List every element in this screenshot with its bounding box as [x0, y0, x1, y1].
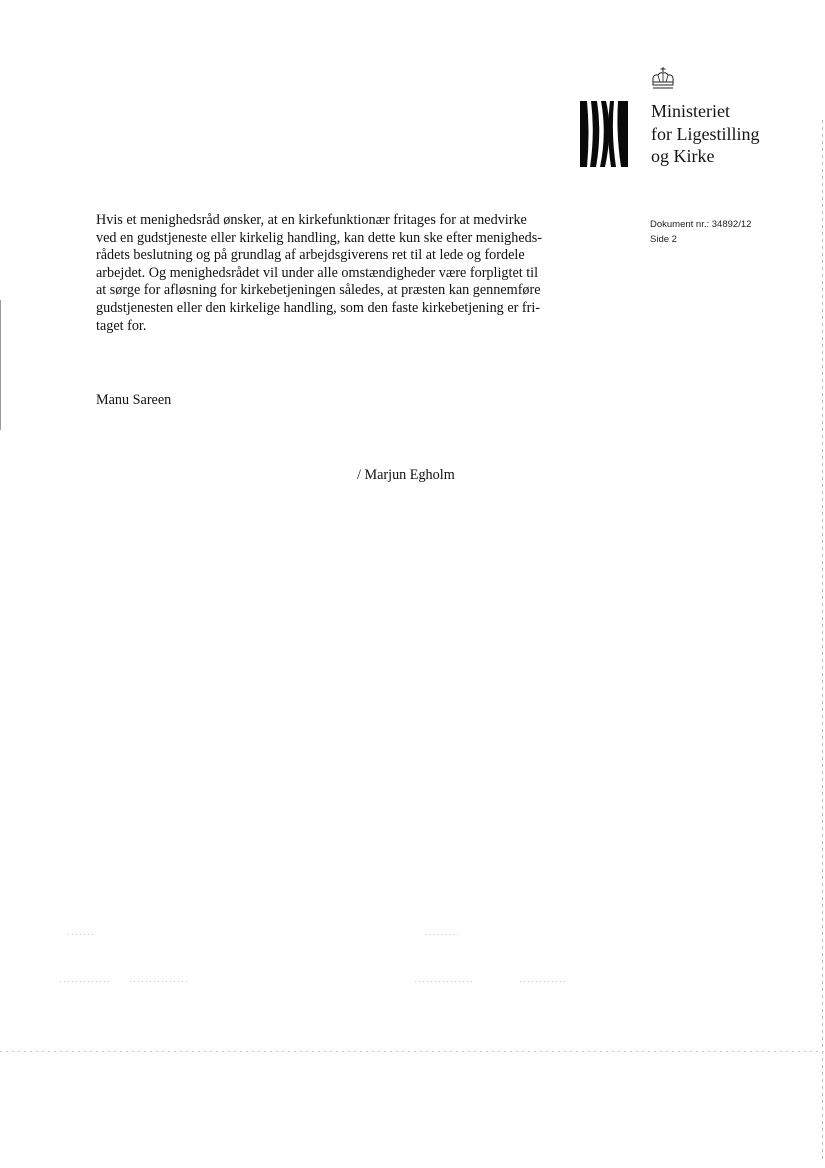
scan-speck — [130, 981, 190, 982]
scan-speck — [520, 981, 565, 982]
paragraph-line: rådets beslutning og på grundlag af arbejdsgiverens ret til at lede og fordele — [96, 247, 525, 264]
scan-line — [0, 1051, 825, 1052]
document-number: Dokument nr.: 34892/12 — [650, 219, 752, 230]
paragraph-line: at sørge for afløsning for kirkebetjeningen således, at præsten kan gennemføre — [96, 282, 541, 299]
ministry-logo-icon — [580, 101, 628, 167]
ministry-name-line-1: Ministeriet — [651, 101, 730, 121]
document-meta — [650, 217, 751, 247]
page-number: Side 2 — [650, 234, 677, 245]
paragraph-line: gudstjenesten eller den kirkelige handling, som den faste kirkebetjening er fri- — [96, 299, 541, 316]
ministry-name-line-2: for Ligestilling — [651, 123, 760, 144]
scan-speck — [68, 934, 93, 935]
paragraph-line: taget for. — [96, 317, 147, 334]
paragraph-line: ved en gudstjeneste eller kirkelig handling, kan dette kun ske efter menigheds- — [96, 229, 542, 246]
paragraph-line: arbejdet. Og menighedsrådet vil under alle omstændigheder være forpligtet til — [96, 264, 539, 281]
crown-icon — [648, 66, 678, 92]
cosigner-name: / Marjun Egholm — [357, 467, 455, 483]
scan-speck — [60, 981, 110, 982]
signer-name: Manu Sareen — [96, 392, 172, 408]
scan-edge-right — [822, 120, 823, 1160]
ministry-name-line-3: og Kirke — [651, 146, 715, 166]
paragraph-line: Hvis et menighedsråd ønsker, at en kirkefunktionær fritages for at medvirke — [96, 212, 527, 228]
scan-speck — [425, 934, 460, 935]
body-paragraph — [96, 212, 591, 335]
ministry-name — [651, 100, 759, 168]
scan-speck — [415, 981, 475, 982]
scan-edge-left — [0, 300, 1, 430]
